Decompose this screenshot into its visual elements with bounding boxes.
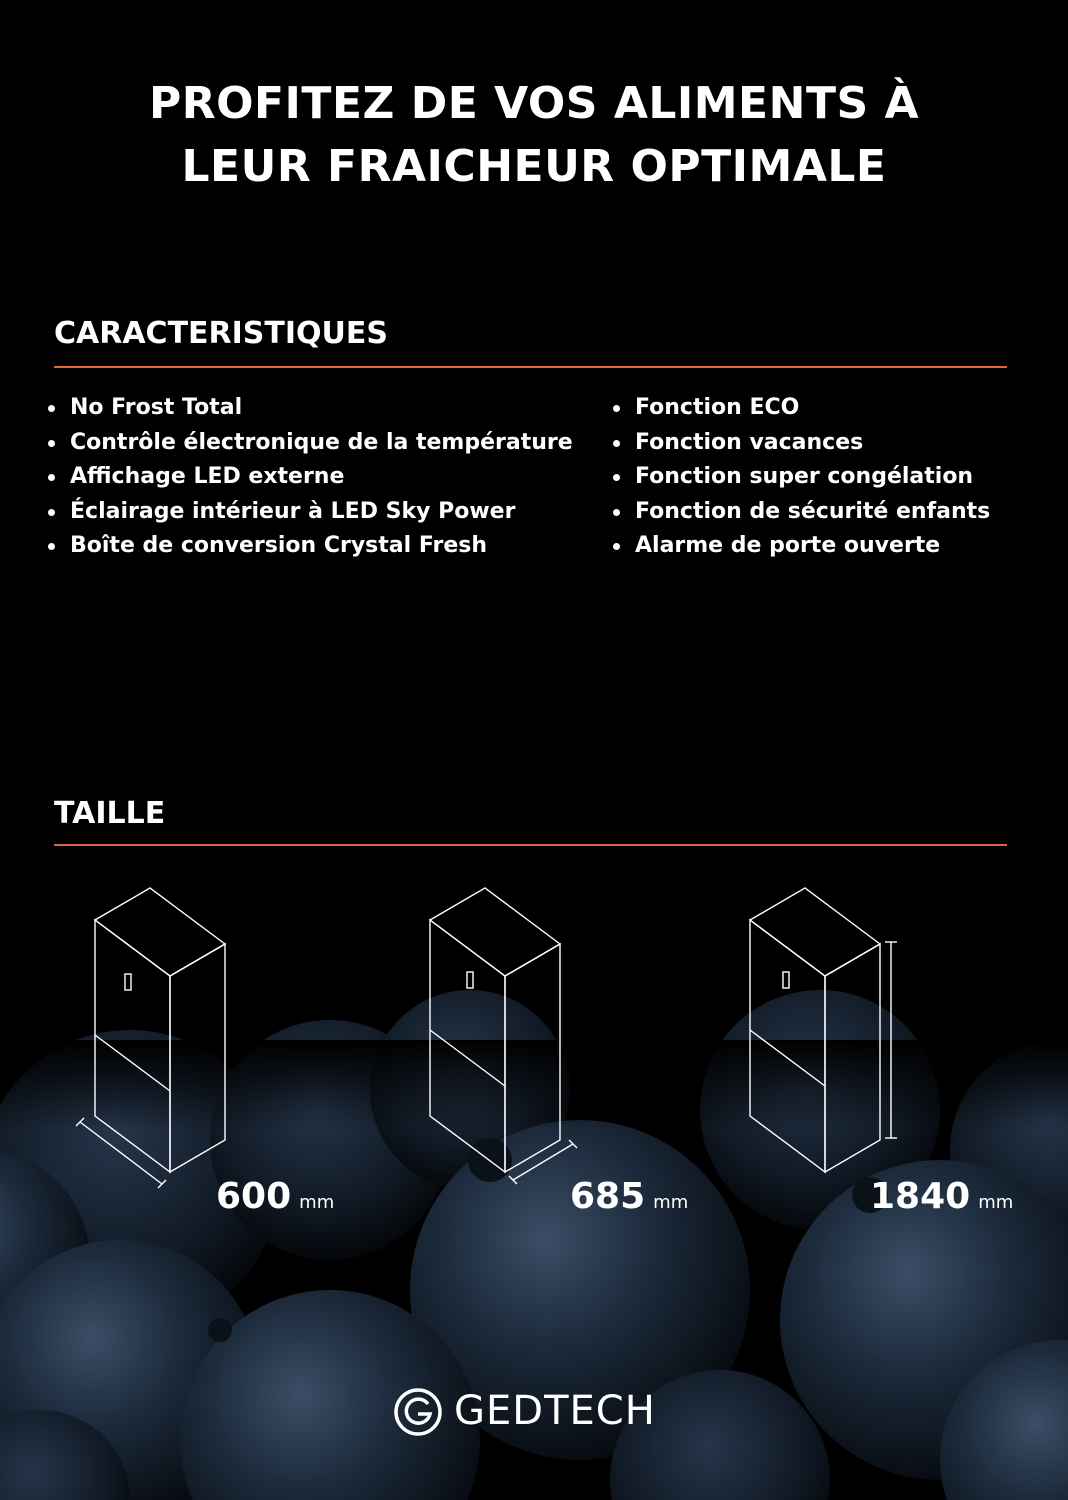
feature-item: Alarme de porte ouverte xyxy=(613,531,990,566)
dimension-unit: mm xyxy=(653,1192,689,1213)
dimension-width xyxy=(216,1176,334,1217)
feature-item: Contrôle électronique de la température xyxy=(48,428,573,463)
feature-item: Fonction super congélation xyxy=(613,462,990,497)
dimension-value: 600 xyxy=(216,1176,292,1217)
dimension-depth xyxy=(570,1176,688,1217)
feature-item: Fonction de sécurité enfants xyxy=(613,497,990,532)
fridge-width-icon xyxy=(70,880,240,1195)
fridge-height-icon xyxy=(725,880,905,1195)
features-title: CARACTERISTIQUES xyxy=(54,316,388,351)
dimension-value: 1840 xyxy=(870,1176,971,1217)
gedtech-logo-icon xyxy=(392,1386,444,1438)
headline xyxy=(0,72,1068,198)
size-divider xyxy=(54,844,1007,846)
size-title: TAILLE xyxy=(54,796,166,831)
dimension-unit: mm xyxy=(299,1192,335,1213)
feature-item: Fonction vacances xyxy=(613,428,990,463)
features-left-column xyxy=(48,393,573,566)
dimension-unit: mm xyxy=(978,1192,1014,1213)
features-right-column xyxy=(613,393,990,566)
feature-item: Affichage LED externe xyxy=(48,462,573,497)
feature-item: Boîte de conversion Crystal Fresh xyxy=(48,531,573,566)
dimension-height xyxy=(870,1176,1013,1217)
fridge-depth-icon xyxy=(405,880,585,1195)
brand-logo xyxy=(392,1386,682,1438)
brand-name: GEDTECH xyxy=(454,1388,656,1434)
feature-item: No Frost Total xyxy=(48,393,573,428)
headline-line-1: PROFITEZ DE VOS ALIMENTS À xyxy=(148,78,920,129)
feature-item: Fonction ECO xyxy=(613,393,990,428)
dimension-value: 685 xyxy=(570,1176,646,1217)
features-divider xyxy=(54,366,1007,368)
headline-line-2: LEUR FRAICHEUR OPTIMALE xyxy=(181,141,887,192)
feature-item: Éclairage intérieur à LED Sky Power xyxy=(48,497,573,532)
